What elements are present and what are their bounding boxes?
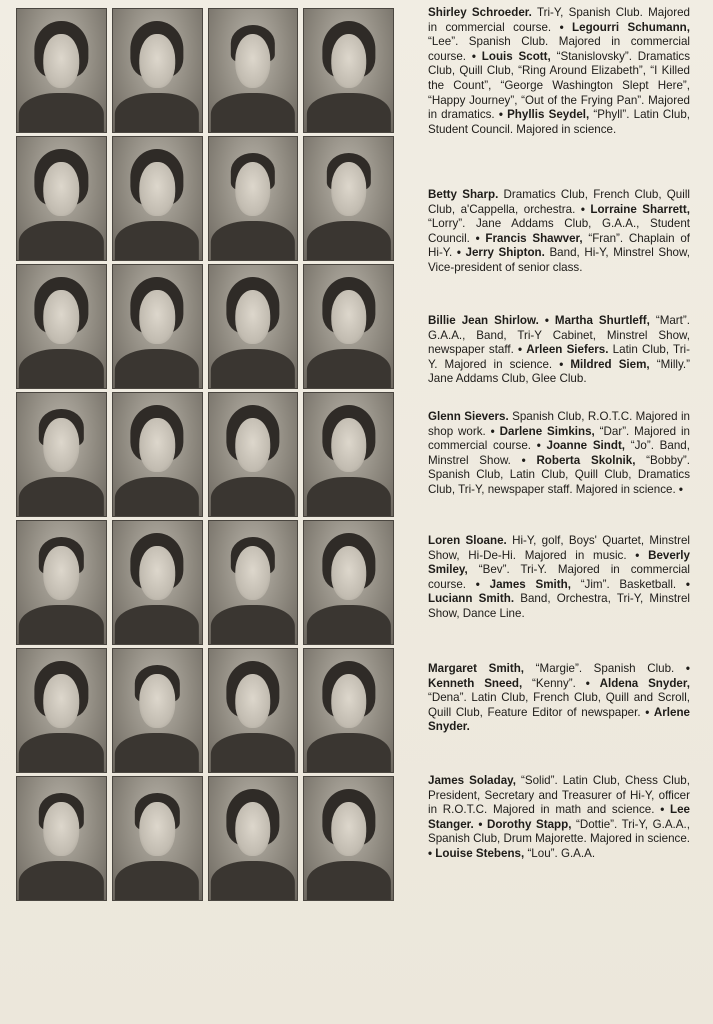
bullet-separator: • [475,577,480,591]
bullet-separator: • [585,676,590,690]
bullet-separator: • [518,343,523,357]
student-name: Shirley Schroeder. [428,6,532,19]
student-name: Lorraine Sharrett, [590,202,690,216]
student-activities: “Bobby”. Spanish Club, Latin Club, Quill Club, Dramatics Club, Tri-Y, newspaper staff. Majored in science. [428,453,690,496]
student-activities: “Mart”. G.A.A., Band, Tri-Y Cabinet, Minstrel Show, newspaper staff. [428,314,690,357]
bullet-separator: • [471,49,476,63]
entry-block [428,314,690,387]
student-activities: “Kenny”. [532,676,576,690]
portrait-photo [208,392,299,517]
student-activities: “Phyll”. Latin Club, Student Council. Majored in science. [428,108,690,136]
bullet-separator: • [685,662,690,675]
student-name: Betty Sharp. [428,188,499,201]
student-name: Mildred Siem, [570,357,650,371]
student-activities: Latin Club, Tri-Y. Majored in science. [428,343,690,371]
portrait-photo [208,776,299,901]
student-activities: “Dar”. Majored in commercial course. [428,424,690,453]
portrait-photo [208,264,299,389]
student-name: James Smith, [489,577,571,591]
student-activities: “Dena”. Latin Club, French Club, Quill and Scroll, Quill Club, Feature Editor of newspaper. [428,691,690,719]
student-name: Kenneth Sneed, [428,676,523,690]
portrait-photo [16,520,107,645]
bullet-separator: • [498,108,503,122]
student-activities: “Jo”. Band, Minstrel Show. [428,439,690,467]
entry-block [428,6,690,137]
student-name: Loren Sloane. [428,534,507,547]
portrait-photo [16,8,107,133]
student-name: Martha Shurtleff, [554,314,650,327]
bullet-separator: • [660,803,665,817]
portrait-photo [112,264,203,389]
student-name: Roberta Skolnik, [536,453,636,467]
student-name: Arleen Siefers. [526,343,609,357]
portrait-photo [112,8,203,133]
portrait-photo [16,264,107,389]
student-name: Margaret Smith, [428,662,525,675]
portrait-photo [303,648,394,773]
bullet-separator: • [475,231,480,245]
student-activities: Dramatics Club, French Club, Quill Club, a'Cappella, orchestra. [428,188,690,216]
student-name: Joanne Sindt, [546,439,626,453]
portrait-photo [303,264,394,389]
portrait-photo [208,520,299,645]
bullet-separator: • [490,424,495,438]
student-name: Luciann Smith. [428,592,515,606]
student-activities: Band, Orchestra, Tri-Y, Minstrel Show, Dance Line. [428,592,690,620]
entry-block [428,188,690,276]
portrait-photo [16,392,107,517]
bullet-separator: • [456,246,461,260]
student-activities: “Milly.” Jane Addams Club, Glee Club. [428,357,690,386]
portrait-row [16,8,394,131]
bullet-separator: • [536,439,541,453]
portrait-photo [208,8,299,133]
senior-portrait-grid [16,8,394,898]
portrait-photo [16,776,107,901]
portrait-photo [112,520,203,645]
entry-block [428,662,690,735]
student-name: Arlene Snyder. [428,705,690,734]
bullet-separator: • [428,846,433,860]
portrait-row [16,264,394,387]
bullet-separator: • [478,817,483,831]
portrait-row [16,776,394,899]
portrait-photo [16,136,107,261]
student-name: Francis Shawver, [485,231,583,245]
portrait-photo [303,8,394,133]
portrait-row [16,392,394,515]
student-activities: “Jim”. Basketball. [580,577,677,591]
bullet-separator: • [645,705,650,719]
bullet-separator: • [521,453,526,467]
entry-block [428,410,690,498]
bullet-separator: • [559,357,564,371]
student-activities: “Stanislovsky”. Dramatics Club, Quill Club, “Ring Around Elizabeth”, “I Killed the Count”, “George Washington Slept Here”, “Happy Journey”, “Out of the Frying Pan”. Majored in dramatics. [428,49,690,122]
student-activities: “Dottie”. Tri-Y, G.A.A., Spanish Club, Drum Majorette. Majored in science. [428,817,690,846]
portrait-photo [303,136,394,261]
portrait-photo [303,520,394,645]
bullet-separator: • [559,20,564,34]
bullet-separator: • [544,314,549,327]
student-activities: “Solid”. Latin Club, Chess Club, President, Secretary and Treasurer of Hi-Y, officer in R.O.T.C. Majored in math and science. [428,774,690,817]
student-name: Glenn Sievers. [428,410,509,423]
student-activities: “Fran”. Chaplain of Hi-Y. [428,231,690,260]
portrait-photo [112,776,203,901]
student-activities: Hi-Y, golf, Boys' Quartet, Minstrel Show, Hi-De-Hi. Majored in music. [428,534,690,562]
entry-block [428,774,690,862]
portrait-photo [112,648,203,773]
portrait-row [16,520,394,643]
student-activities: “Lorry”. Jane Addams Club, G.A.A., Student Council. [428,217,690,245]
student-activities: Tri-Y, Spanish Club. Majored in commercial course. [428,6,690,34]
student-activities: Spanish Club, R.O.T.C. Majored in shop work. [428,410,690,438]
portrait-row [16,648,394,771]
student-name: Aldena Snyder, [599,676,690,690]
student-name: Lee Stanger. [428,803,690,831]
bullet-separator: • [678,482,683,496]
portrait-row [16,136,394,259]
student-name: Billie Jean Shirlow. [428,314,539,327]
portrait-photo [303,776,394,901]
student-activities: “Lee”. Spanish Club. Majored in commercial course. [428,35,690,63]
portrait-photo [208,648,299,773]
entry-block [428,534,690,622]
student-activities: “Lou”. G.A.A. [527,846,596,860]
bullet-separator: • [580,202,585,216]
student-activities: Band, Hi-Y, Minstrel Show, Vice-president of senior class. [428,246,690,274]
student-name: James Soladay, [428,774,516,787]
portrait-photo [208,136,299,261]
student-name: Jerry Shipton. [465,246,545,260]
student-name: Phyllis Seydel, [507,108,590,122]
student-activities: “Margie”. Spanish Club. [535,662,675,675]
student-name: Beverly Smiley, [428,548,690,577]
student-name: Louise Stebens, [435,846,525,860]
student-activities: “Bev”. Tri-Y. Majored in commercial course. [428,563,690,591]
portrait-photo [303,392,394,517]
portrait-photo [16,648,107,773]
student-name: Darlene Simkins, [499,424,595,438]
portrait-photo [112,392,203,517]
bullet-separator: • [685,577,690,591]
student-name: Louis Scott, [481,49,551,63]
student-name: Dorothy Stapp, [486,817,572,831]
portrait-photo [112,136,203,261]
student-name: Legourri Schumann, [572,20,690,34]
bullet-separator: • [635,548,640,562]
